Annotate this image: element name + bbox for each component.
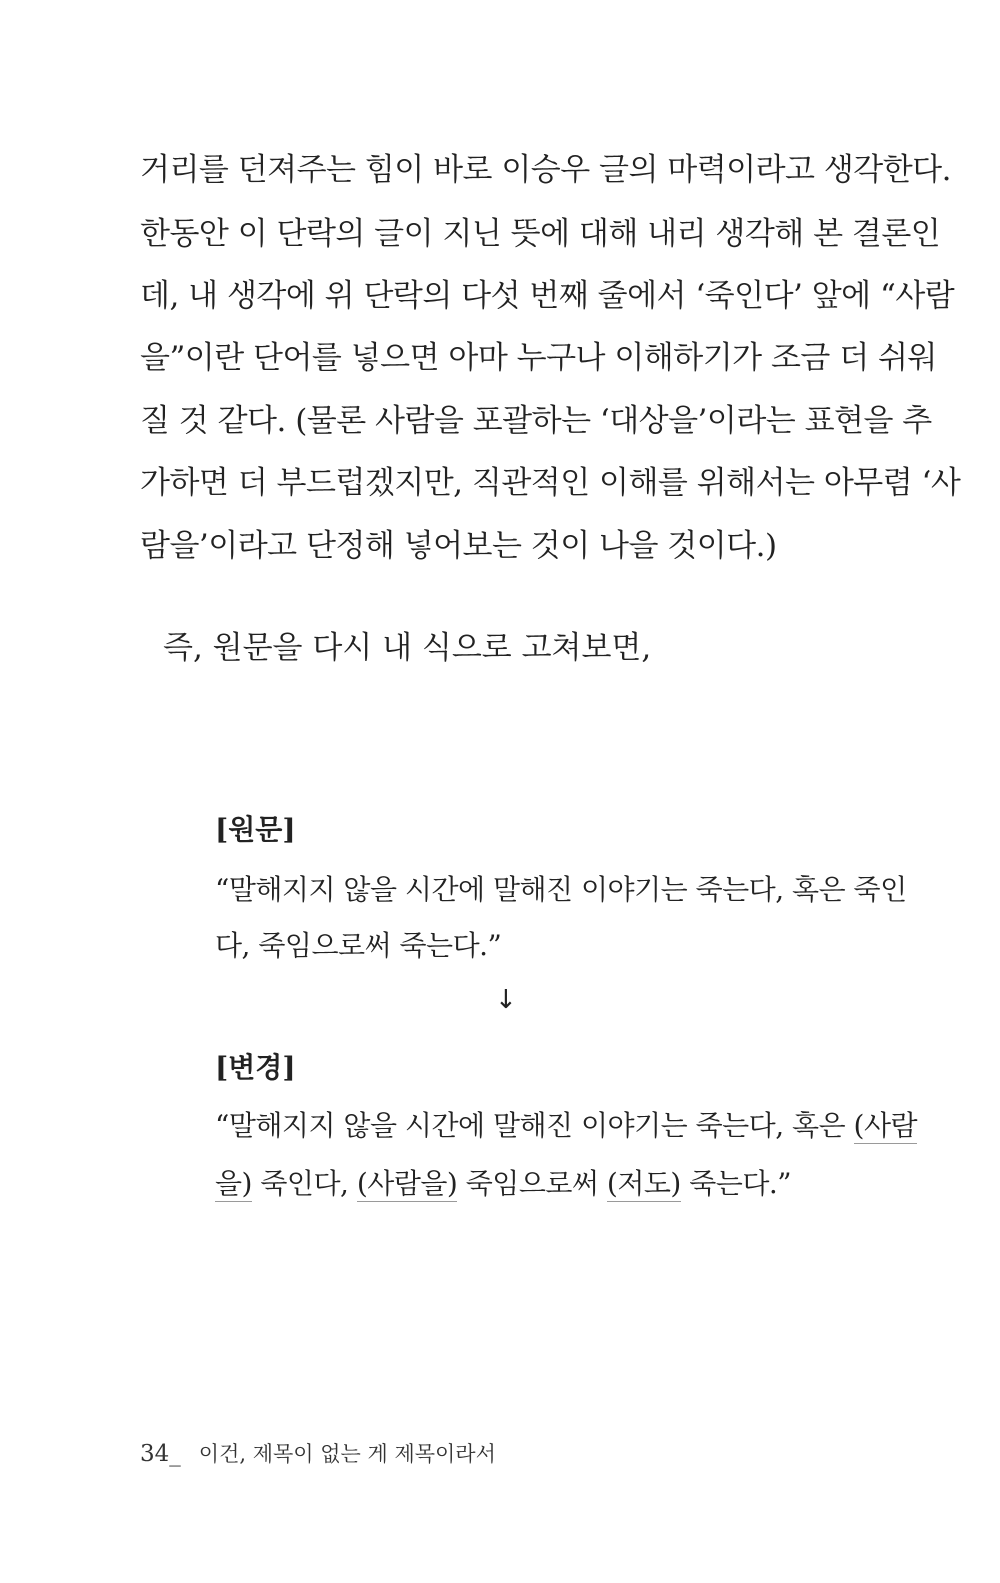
body-line: 을”이란 단어를 넣으면 아마 누구나 이해하기가 조금 더 쉬워: [140, 340, 937, 376]
page-number: 34_: [140, 1441, 181, 1467]
original-quote-line: “말해지지 않을 시간에 말해진 이야기는 죽는다, 혹은 죽인: [215, 873, 907, 906]
down-arrow-icon: ↓: [495, 985, 517, 1015]
book-title: 이건, 제목이 없는 게 제목이라서: [198, 1442, 496, 1466]
body-line: 거리를 던져주는 힘이 바로 이승우 글의 마력이라고 생각한다.: [140, 152, 951, 188]
inserted-word: (저도): [606, 1167, 681, 1200]
body-line: 가하면 더 부드럽겠지만, 직관적인 이해를 위해서는 아무렴 ‘사: [140, 465, 961, 501]
quote-text: 죽는다.”: [680, 1167, 792, 1200]
quote-text: 죽임으로써: [457, 1167, 607, 1200]
body-line: 람을’이라고 단정해 넣어보는 것이 나을 것이다.): [140, 528, 777, 564]
modified-quote-line: [215, 1108, 917, 1144]
modified-quote-line: [215, 1166, 791, 1202]
intro-line: 즉, 원문을 다시 내 식으로 고쳐보면,: [163, 630, 652, 666]
quote-text: 죽인다,: [251, 1167, 357, 1200]
body-line: 데, 내 생각에 위 단락의 다섯 번째 줄에서 ‘죽인다’ 앞에 “사람: [140, 278, 955, 314]
quote-text: “말해지지 않을 시간에 말해진 이야기는 죽는다, 혹은: [215, 1109, 854, 1142]
inserted-word: 을): [215, 1167, 252, 1200]
body-line: 질 것 같다. (물론 사람을 포괄하는 ‘대상을’이라는 표현을 추: [140, 403, 932, 439]
modified-label: [변경]: [215, 1051, 296, 1084]
original-quote-line: 다, 죽임으로써 죽는다.”: [215, 929, 502, 962]
page-footer: [140, 1440, 496, 1468]
body-line: 한동안 이 단락의 글이 지닌 뜻에 대해 내리 생각해 본 결론인: [140, 216, 941, 252]
inserted-word: (사람: [853, 1109, 918, 1142]
inserted-word: (사람을): [356, 1167, 458, 1200]
original-label: [원문]: [215, 813, 296, 846]
